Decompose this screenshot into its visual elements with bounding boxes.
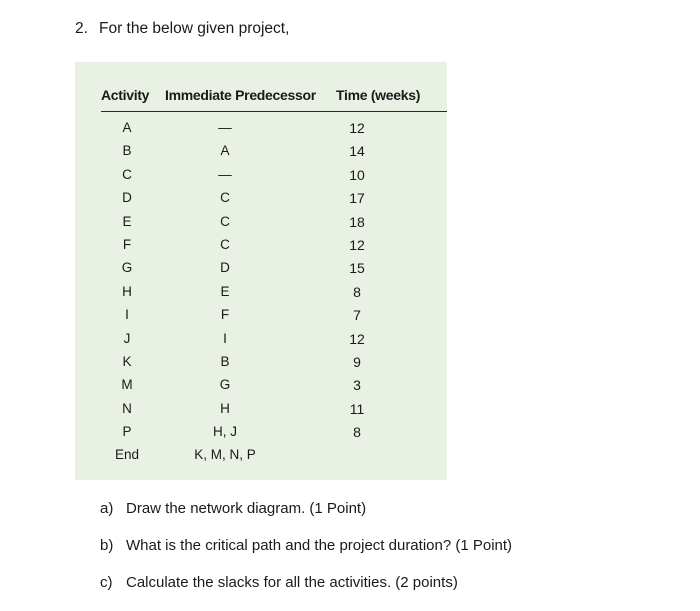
question-part — [100, 537, 512, 574]
table-row — [75, 211, 447, 234]
cell-activity: I — [125, 307, 129, 323]
cell-activity: H — [122, 283, 132, 299]
part-text: Draw the network diagram. (1 Point) — [126, 500, 367, 517]
table-body — [75, 117, 447, 468]
cell-predecessor: — — [218, 166, 232, 182]
cell-predecessor: C — [220, 213, 230, 229]
cell-predecessor: F — [220, 307, 230, 323]
cell-activity: A — [122, 120, 132, 135]
question-number: 2. — [75, 20, 88, 37]
cell-time: 11 — [349, 400, 365, 417]
cell-activity: C — [122, 166, 132, 182]
activity-table — [75, 62, 447, 480]
table-row — [75, 187, 447, 210]
cell-predecessor: G — [219, 377, 231, 393]
cell-activity: J — [123, 330, 131, 346]
cell-activity: N — [122, 400, 132, 416]
cell-time: 10 — [349, 166, 365, 183]
table-row — [75, 234, 447, 257]
cell-time: 12 — [349, 120, 365, 136]
table-row — [75, 444, 447, 467]
question-part — [100, 500, 512, 537]
cell-time: 8 — [353, 283, 361, 300]
cell-time: 18 — [349, 213, 365, 230]
cell-time: 15 — [349, 260, 365, 277]
question-text: For the below given project, — [99, 20, 290, 37]
table-row — [75, 257, 447, 280]
cell-activity: G — [121, 260, 133, 276]
table-row — [75, 117, 447, 140]
part-letter: c) — [100, 574, 113, 591]
cell-activity: D — [122, 190, 132, 206]
part-text: What is the critical path and the project duration? (1 Point) — [126, 537, 513, 554]
table-row — [75, 398, 447, 421]
cell-activity: K — [122, 353, 132, 369]
cell-predecessor: D — [220, 260, 230, 276]
table-row — [75, 421, 447, 444]
cell-activity: M — [121, 377, 133, 393]
cell-predecessor: — — [218, 120, 232, 135]
header-predecessor: Immediate Predecessor — [165, 87, 316, 103]
table-row — [75, 140, 447, 163]
cell-predecessor: C — [220, 190, 230, 206]
cell-activity: E — [122, 213, 132, 229]
cell-time: 12 — [349, 330, 365, 347]
cell-activity: F — [122, 236, 132, 252]
header-time: Time (weeks) — [336, 87, 421, 103]
cell-predecessor: B — [220, 353, 230, 369]
question-parts — [100, 500, 512, 611]
table-row — [75, 328, 447, 351]
cell-predecessor: H, J — [212, 424, 237, 440]
cell-time: 14 — [349, 143, 365, 160]
question-part — [100, 574, 512, 611]
table-row — [75, 374, 447, 397]
cell-predecessor: H — [220, 400, 230, 416]
cell-activity: B — [122, 143, 132, 159]
question-heading — [75, 20, 289, 38]
table-row — [75, 304, 447, 327]
table-row — [75, 281, 447, 304]
cell-predecessor: E — [220, 283, 230, 299]
cell-activity: P — [122, 424, 132, 440]
cell-time: 12 — [349, 236, 365, 253]
cell-time: 3 — [353, 377, 361, 394]
cell-predecessor: I — [223, 330, 227, 346]
table-row — [75, 351, 447, 374]
cell-predecessor: C — [220, 236, 230, 252]
cell-predecessor: A — [220, 143, 230, 159]
cell-time: 9 — [353, 353, 361, 370]
cell-predecessor: K, M, N, P — [194, 447, 256, 463]
part-text: Calculate the slacks for all the activities. (2 points) — [126, 574, 458, 591]
table-row — [75, 164, 447, 187]
cell-activity: End — [114, 447, 140, 463]
header-activity: Activity — [101, 87, 150, 103]
cell-time: 8 — [353, 424, 361, 441]
cell-time: 17 — [349, 190, 365, 207]
cell-time: 7 — [353, 307, 361, 324]
table-header-row — [101, 85, 447, 112]
part-letter: b) — [100, 537, 114, 554]
part-letter: a) — [100, 500, 114, 517]
